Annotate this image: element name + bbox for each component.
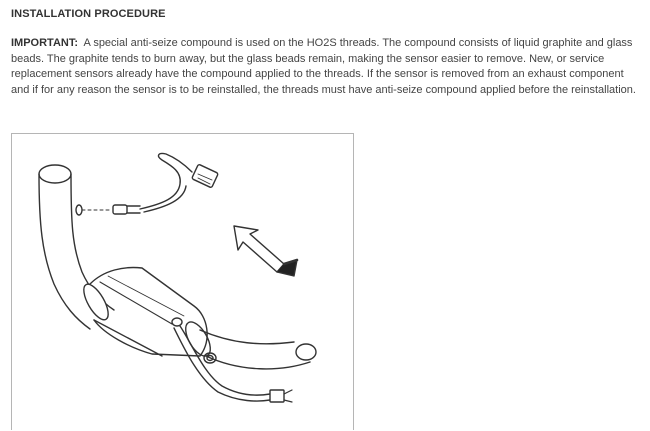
direction-arrow-icon bbox=[234, 226, 297, 276]
rear-outlet-pipe bbox=[200, 330, 316, 369]
notice-label: IMPORTANT: bbox=[11, 37, 79, 49]
important-notice bbox=[11, 36, 641, 98]
downstream-oxygen-sensor bbox=[172, 318, 292, 402]
catalytic-converter bbox=[79, 268, 215, 360]
section-title: INSTALLATION PROCEDURE bbox=[11, 8, 166, 20]
notice-text: A special anti-seize compound is used on the HO2S threads. The compound consists of liquid graphite and glass beads. The graphite tends to burn away, but the glass beads remain, making the sensor easier to remove. New, or service replacement sensors already have the compound applied to the threads. If the sensor is removed from an exhaust component and if for any reason the sensor is to be reinstalled, the threads must have anti-seize compound applied before the reinstallation. bbox=[11, 37, 636, 96]
exhaust-diagram bbox=[12, 134, 355, 431]
installation-illustration bbox=[11, 133, 354, 430]
upstream-oxygen-sensor bbox=[82, 153, 218, 214]
